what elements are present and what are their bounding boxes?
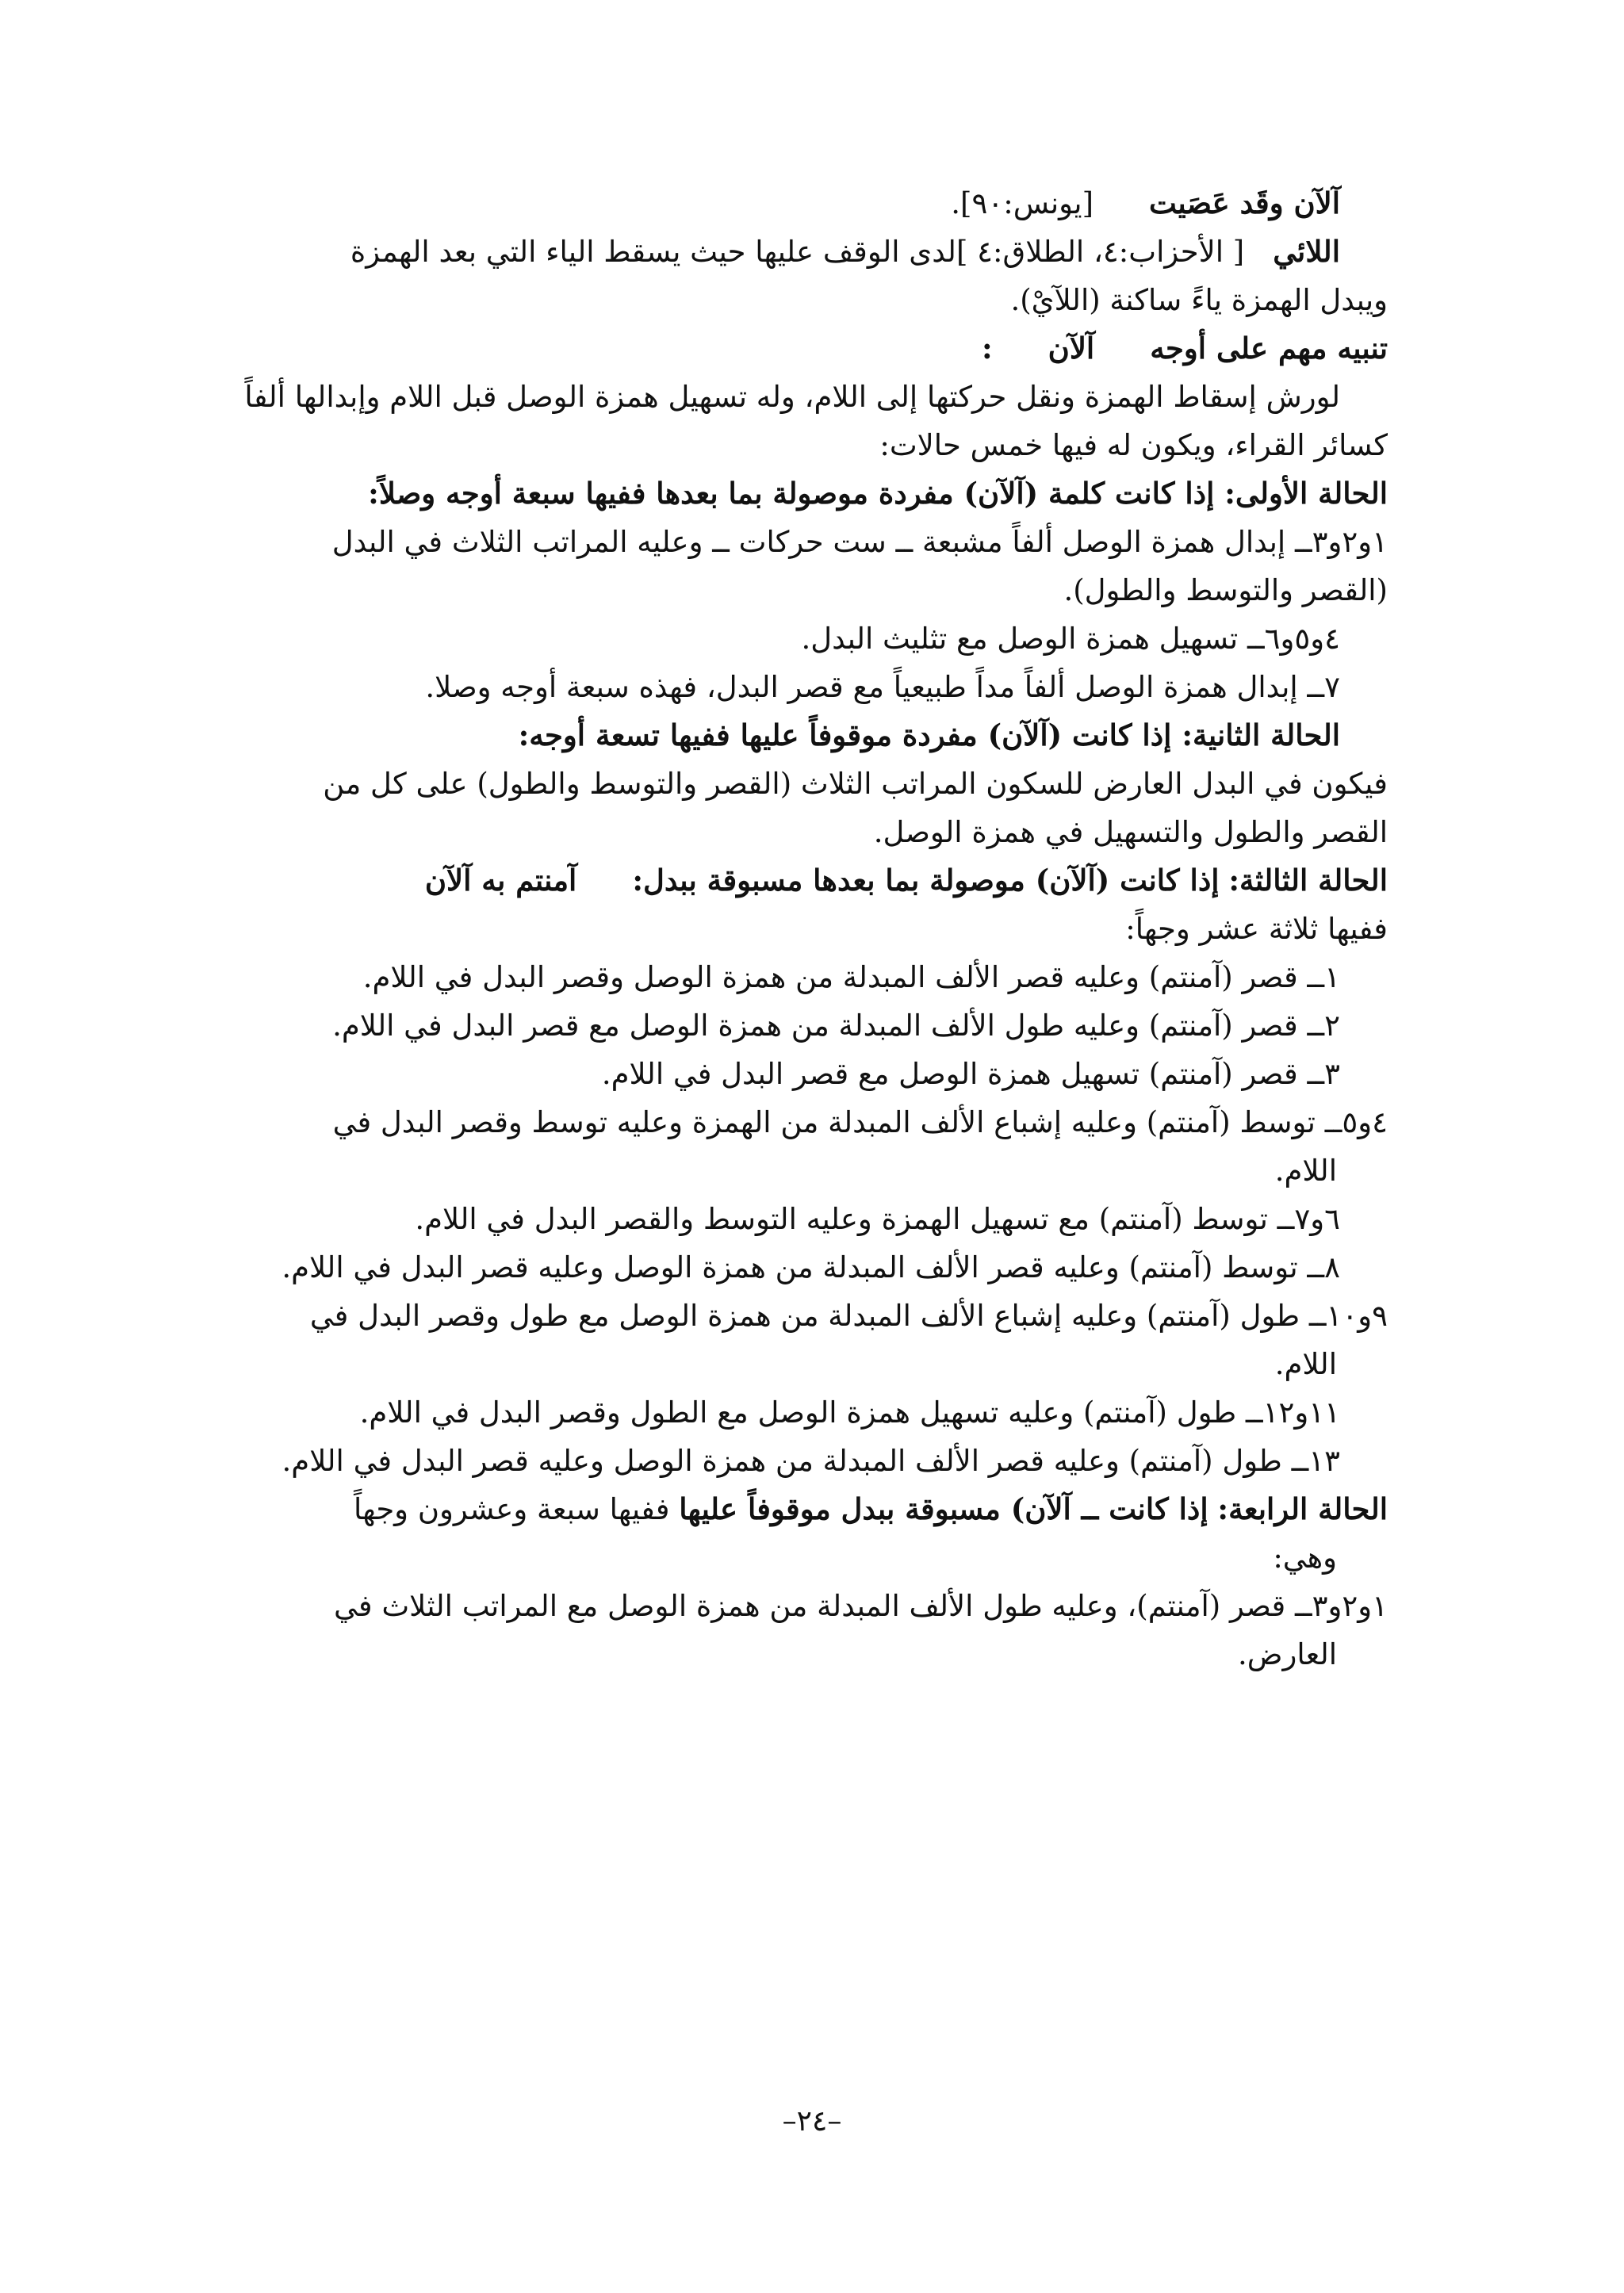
case-four-rest: ففيها سبعة وعشرون وجهاً (353, 1492, 670, 1526)
line-22: ٦و٧ــ توسط (آمنتم) مع تسهيل الهمزة وعليه التوسط والقصر البدل في اللام. (415, 1202, 1340, 1236)
line-23: ٨ــ توسط (آمنتم) وعليه قصر الألف المبدلة من همزة الوصل وعليه قصر البدل في اللام. (282, 1250, 1340, 1284)
page-body (230, 179, 1388, 1679)
line-14: القصر والطول والتسهيل في همزة الوصل. (873, 815, 1388, 849)
line-24: ٩و١٠ــ طول (آمنتم) وعليه إشباع الألف المبدلة من همزة الوصل مع طول وقصر البدل في (309, 1299, 1388, 1333)
line-27: ١٣ــ طول (آمنتم) وعليه قصر الألف المبدلة من همزة الوصل وعليه قصر البدل في اللام. (282, 1444, 1340, 1478)
line-20: ٤و٥ــ توسط (آمنتم) وعليه إشباع الألف المبدلة من الهمزة وعليه توسط وقصر البدل في (332, 1105, 1388, 1139)
line-2-text: [ الأحزاب:٤، الطلاق:٤ ]لدى الوقف عليها حيث يسقط الياء التي بعد الهمزة (350, 235, 1245, 269)
heading-note-word: آلآن (1048, 331, 1095, 366)
quran-word-allai: اللائي (1273, 234, 1340, 269)
heading-note-colon: : (981, 331, 993, 366)
line-30: ١و٢و٣ــ قصر (آمنتم)، وعليه طول الألف المبدلة من همزة الوصل مع المراتب الثلاث في (334, 1589, 1388, 1623)
line-13: فيكون في البدل العارض للسكون المراتب الثلاث (القصر والتوسط والطول) على كل من (323, 767, 1388, 801)
case-three-word: آمنتم به آلآن (424, 863, 577, 898)
case-three-label: الحالة الثالثة: (1228, 863, 1388, 898)
page-number: –٢٤– (782, 2105, 842, 2138)
heading-note-text: تنبيه مهم على أوجه (1150, 331, 1388, 366)
case-four-text: إذا كانت ــ آلآن) مسبوقة ببدل موقوفاً عليها (679, 1491, 1208, 1526)
line-16: ففيها ثلاثة عشر وجهاً: (1125, 912, 1388, 946)
quran-word-alaan: آلآن وقَد عَصَيت (1149, 186, 1340, 220)
line-26: ١١و١٢ــ طول (آمنتم) وعليه تسهيل همزة الوصل مع الطول وقصر البدل في اللام. (359, 1395, 1340, 1430)
case-four-heading (230, 1485, 1388, 1533)
line-18: ٢ــ قصر (آمنتم) وعليه طول الألف المبدلة من همزة الوصل مع قصر البدل في اللام. (332, 1009, 1340, 1043)
line-1 (230, 179, 1388, 228)
line-2 (230, 228, 1388, 276)
line-5: لورش إسقاط الهمزة ونقل حركتها إلى اللام، وله تسهيل همزة الوصل قبل اللام وإبدالها ألفاً (244, 380, 1340, 414)
line-31: العارض. (1237, 1637, 1337, 1671)
line-25: اللام. (1274, 1347, 1337, 1381)
case-four-label: الحالة الرابعة: (1217, 1491, 1388, 1526)
case-one-heading: الحالة الأولى: إذا كانت كلمة (آلآن) مفردة موصولة بما بعدها ففيها سبعة أوجه وصلاً: (368, 476, 1388, 511)
line-17: ١ــ قصر (آمنتم) وعليه قصر الألف المبدلة من همزة الوصل وقصر البدل في اللام. (362, 960, 1340, 994)
line-3: ويبدل الهمزة ياءً ساكنة (اللآيْ). (1010, 283, 1388, 317)
line-9: (القصر والتوسط والطول). (1063, 573, 1388, 607)
line-10: ٤و٥و٦ــ تسهيل همزة الوصل مع تثليث البدل. (801, 622, 1340, 656)
line-21: اللام. (1274, 1154, 1337, 1188)
line-6: كسائر القراء، ويكون له فيها خمس حالات: (879, 428, 1388, 462)
case-three-heading (230, 856, 1388, 905)
line-8: ١و٢و٣ــ إبدال همزة الوصل ألفاً مشبعة ــ ست حركات ــ وعليه المراتب الثلاث في البدل (331, 525, 1388, 559)
line-11: ٧ــ إبدال همزة الوصل ألفاً مداً طبيعياً مع قصر البدل، فهذه سبعة أوجه وصلا. (425, 670, 1340, 704)
case-three-text: إذا كانت (آلآن) موصولة بما بعدها مسبوقة ببدل: (632, 863, 1220, 898)
line-19: ٣ــ قصر (آمنتم) تسهيل همزة الوصل مع قصر البدل في اللام. (601, 1057, 1340, 1091)
verse-reference: [يونس:٩٠]. (951, 186, 1094, 220)
line-29: وهي: (1273, 1541, 1337, 1575)
case-two-heading: الحالة الثانية: إذا كانت (آلآن) مفردة موقوفاً عليها ففيها تسعة أوجه: (518, 718, 1340, 752)
section-heading-note (230, 324, 1388, 373)
